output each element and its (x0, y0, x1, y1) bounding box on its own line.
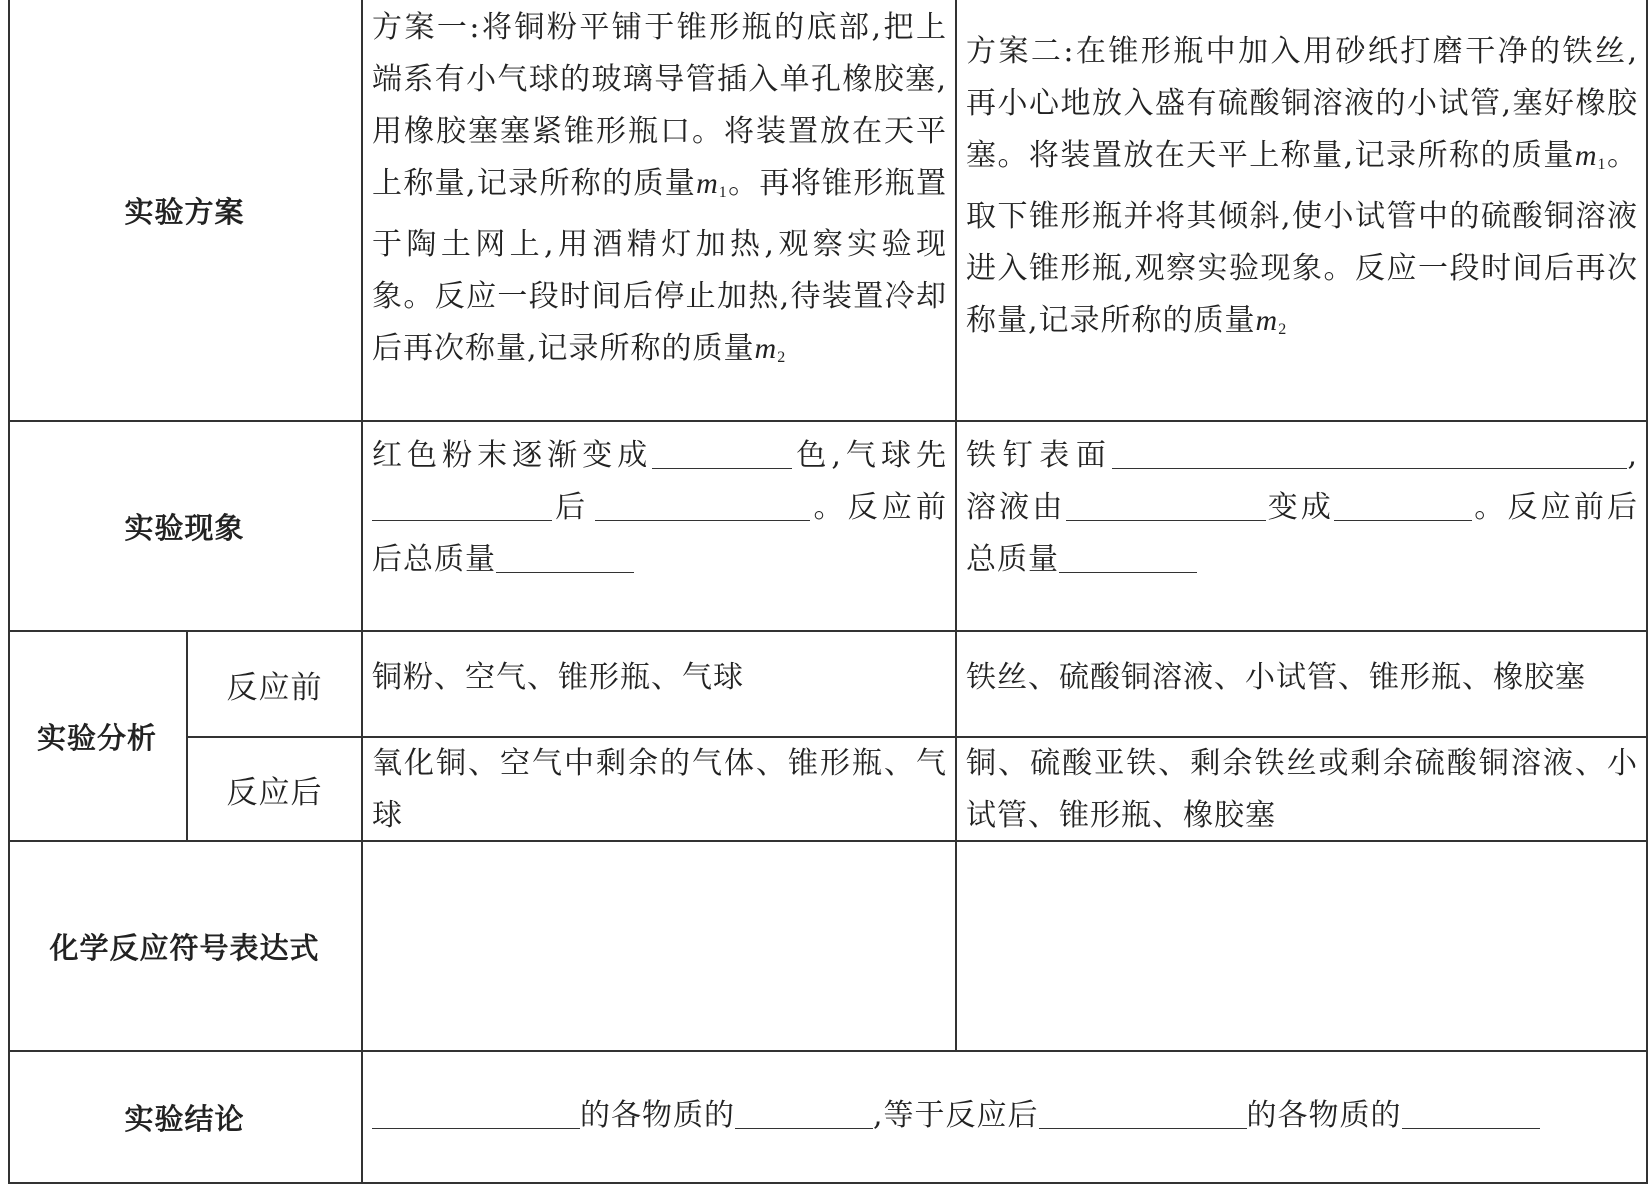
scheme-two-m1 (1575, 139, 1607, 172)
scheme-one-m1 (696, 167, 728, 200)
answer-blank[interactable] (595, 490, 810, 521)
answer-blank[interactable] (372, 490, 552, 521)
scheme-two-m2-subscript: 2 (1278, 321, 1288, 338)
analysis-two-before-text: 铁丝、硫酸铜溶液、小试管、锥形瓶、橡胶塞 (966, 660, 1586, 695)
analysis-one-before-text: 铜粉、空气、锥形瓶、气球 (372, 660, 744, 695)
phenomenon-two-text-4: 。反应前后总质量 (966, 490, 1639, 577)
answer-blank[interactable] (1066, 490, 1266, 521)
analysis-one-after-cell (363, 738, 957, 842)
conclusion-text-1: 的各物质的 (580, 1098, 735, 1133)
scheme-one-cell (363, 0, 957, 422)
scheme-one-m2-symbol: m (754, 332, 778, 365)
expression-one-answer-area[interactable] (363, 842, 957, 1052)
row-label-conclusion-text: 实验结论 (124, 1101, 245, 1136)
analysis-two-before-cell (957, 632, 1648, 738)
scheme-two-m1-symbol: m (1574, 139, 1598, 172)
scheme-two-text-b: 。取下锥形瓶并将其倾斜,使小试管中的硫酸铜溶液进入锥形瓶,观察实验现象。反应一段时间后再次称量,记录所称的质量 (966, 138, 1638, 338)
phenomenon-one-cell (363, 422, 957, 632)
answer-blank[interactable] (1402, 1098, 1540, 1129)
conclusion-cell (363, 1052, 1648, 1184)
analysis-one-before-cell (363, 632, 957, 738)
scheme-one-m2 (755, 332, 787, 365)
answer-blank[interactable] (1039, 1098, 1247, 1129)
row-label-phenomenon-text: 实验现象 (124, 510, 245, 545)
answer-blank[interactable] (496, 542, 634, 573)
analysis-one-after-text: 氧化铜、空气中剩余的气体、锥形瓶、气球 (372, 746, 947, 833)
analysis-after-label-text: 反应后 (226, 774, 323, 810)
scheme-one-m1-symbol: m (696, 167, 719, 200)
row-label-scheme (8, 0, 363, 422)
row-label-conclusion (8, 1052, 363, 1184)
answer-blank[interactable] (1059, 542, 1197, 573)
phenomenon-two-text-1: 铁钉表面 (966, 438, 1113, 473)
analysis-two-after-text: 铜、硫酸亚铁、剩余铁丝或剩余硫酸铜溶液、小试管、锥形瓶、橡胶塞 (966, 746, 1638, 833)
scheme-one-m1-subscript: 1 (718, 184, 728, 201)
analysis-before-label-text: 反应前 (226, 669, 323, 705)
answer-blank[interactable] (1112, 438, 1627, 469)
phenomenon-two-cell (957, 422, 1648, 632)
row-label-expression (8, 842, 363, 1052)
row-label-phenomenon (8, 422, 363, 632)
answer-blank[interactable] (372, 1098, 580, 1129)
scheme-two-text-a: 方案二:在锥形瓶中加入用砂纸打磨干净的铁丝,再小心地放入盛有硫酸铜溶液的小试管,塞好橡胶塞。将装置放在天平上称量,记录所称的质量 (966, 34, 1638, 173)
analysis-before-label (188, 632, 363, 738)
scheme-two-cell (957, 0, 1648, 422)
scheme-two-m2 (1256, 304, 1288, 337)
conclusion-text-3: 的各物质的 (1246, 1098, 1402, 1133)
analysis-two-after-cell (957, 738, 1648, 842)
scheme-one-text-a: 方案一:将铜粉平铺于锥形瓶的底部,把上端系有小气球的玻璃导管插入单孔橡胶塞,用橡胶塞塞紧锥形瓶口。将装置放在天平上称量,记录所称的质量 (372, 10, 947, 201)
answer-blank[interactable] (652, 438, 792, 469)
phenomenon-two-text-2: ,溶液由 (966, 438, 1638, 525)
phenomenon-one-text-4: 。反应前后总质量 (372, 490, 948, 577)
phenomenon-two-text-3: 变成 (1265, 490, 1335, 525)
phenomenon-one-text-1: 红色粉末逐渐变成 (372, 438, 653, 473)
scheme-two-m1-subscript: 1 (1597, 156, 1607, 173)
expression-two-answer-area[interactable] (957, 842, 1648, 1052)
scheme-one-m2-subscript: 2 (777, 349, 787, 366)
phenomenon-one-text-3: 后 (552, 490, 590, 525)
answer-blank[interactable] (1334, 490, 1472, 521)
row-label-analysis (8, 632, 188, 842)
phenomenon-one-text-2: 色,气球先 (792, 438, 947, 473)
row-label-scheme-text: 实验方案 (124, 194, 245, 229)
conclusion-text-2: ,等于反应后 (873, 1098, 1039, 1133)
answer-blank[interactable] (735, 1098, 873, 1129)
analysis-after-label (188, 738, 363, 842)
row-label-analysis-text: 实验分析 (36, 720, 157, 755)
row-label-expression-text: 化学反应符号表达式 (49, 930, 320, 965)
scheme-two-m2-symbol: m (1255, 304, 1279, 337)
scheme-one-text-b: 。再将锥形瓶置于陶土网上,用酒精灯加热,观察实验现象。反应一段时间后停止加热,待装置冷却后再次称量,记录所称的质量 (372, 166, 947, 366)
